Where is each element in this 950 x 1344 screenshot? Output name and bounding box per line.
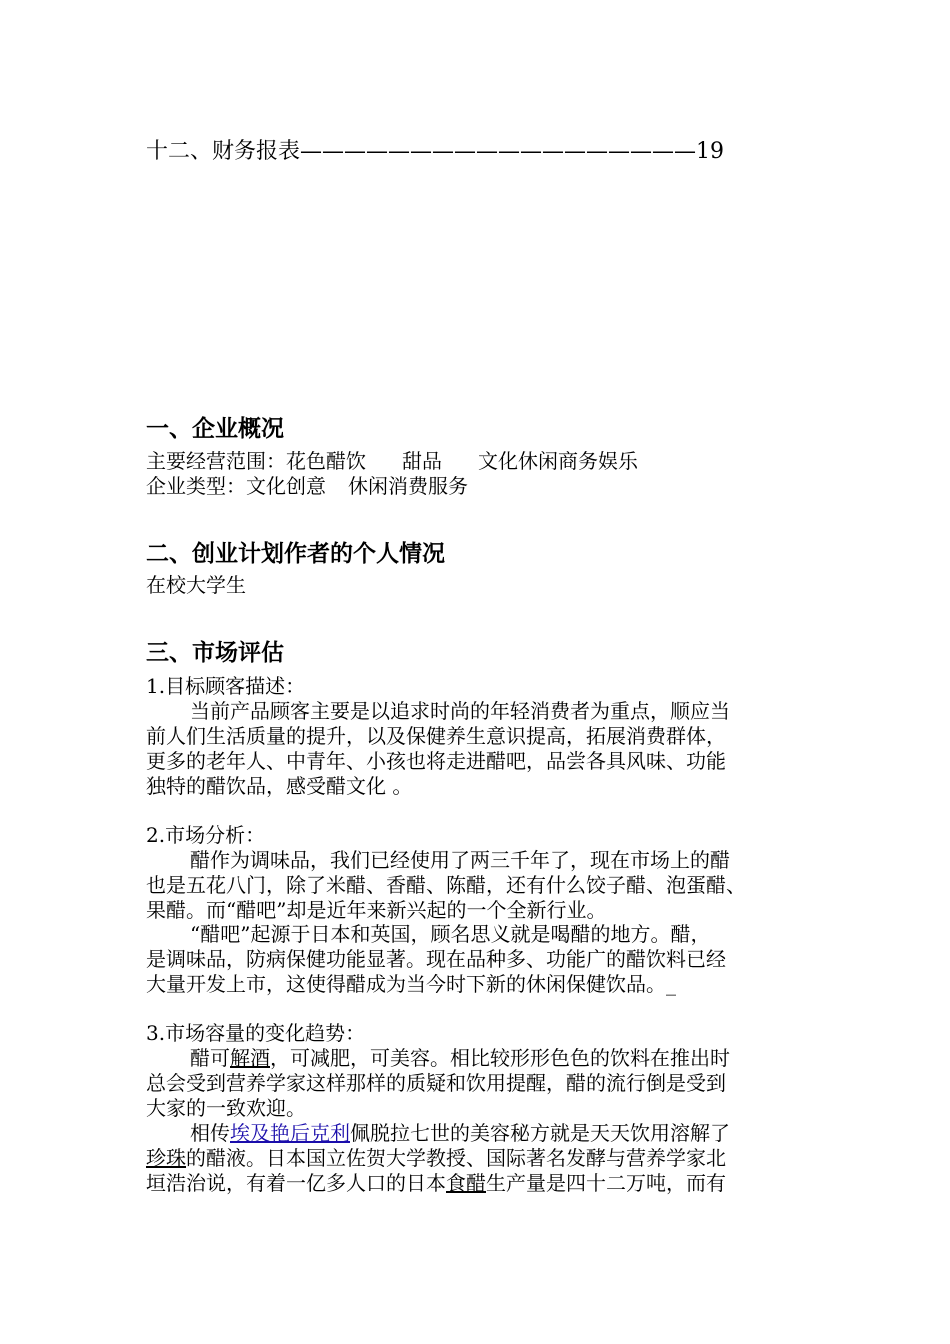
scope-item: 甜品 — [402, 449, 442, 473]
text-run: 垣浩治说，有着一亿多人口的日本 — [146, 1171, 446, 1195]
paragraph-line: 果醋。而“醋吧”却是近年来新兴起的一个全新行业。 — [146, 898, 607, 922]
link-cleopatra[interactable]: 埃及艳后克利 — [230, 1121, 350, 1145]
link-hangover[interactable]: 解酒 — [230, 1046, 270, 1070]
section-heading-market: 三、市场评估 — [146, 640, 284, 666]
paragraph-line: 也是五花八门，除了米醋、香醋、陈醋，还有什么饺子醋、泡蛋醋、 — [146, 873, 746, 897]
business-scope-line — [146, 449, 638, 474]
text-run: 佩脱拉七世的美容秘方就是天天饮用溶解了 — [350, 1121, 730, 1145]
text-run: ，可减肥，可美容。相比较形形色色的饮料在推出时 — [270, 1046, 730, 1070]
subsection-title: 2.市场分析： — [146, 823, 266, 847]
paragraph-line — [146, 1046, 730, 1071]
paragraph-line: 醋作为调味品，我们已经使用了两三千年了，现在市场上的醋 — [190, 848, 730, 872]
paragraph-line — [146, 1171, 726, 1196]
text-run: 生产量是四十二万吨，而有 — [486, 1171, 726, 1195]
text-run: 醋可 — [190, 1046, 230, 1070]
link-vinegar[interactable]: 食醋 — [446, 1171, 486, 1195]
paragraph-line: 大量开发上市，这使得醋成为当今时下新的休闲保健饮品。_ — [146, 972, 676, 996]
type-item: 休闲消费服务 — [348, 474, 468, 498]
paragraph-line: 独特的醋饮品，感受醋文化 。 — [146, 774, 413, 798]
paragraph-line: 前人们生活质量的提升，以及保健养生意识提高，拓展消费群体， — [146, 724, 726, 748]
text-run: 的醋液。日本国立佐贺大学教授、国际著名发酵与营养学家北 — [186, 1146, 726, 1170]
paragraph-line — [146, 1146, 726, 1171]
section-heading-overview: 一、企业概况 — [146, 416, 284, 442]
paragraph-line: 是调味品，防病保健功能显著。现在品种多、功能广的醋饮料已经 — [146, 947, 726, 971]
subsection-title: 3.市场容量的变化趋势： — [146, 1021, 366, 1045]
author-status: 在校大学生 — [146, 573, 246, 597]
paragraph-line: 更多的老年人、中青年、小孩也将走进醋吧，品尝各具风味、功能 — [146, 749, 726, 773]
type-item: 文化创意 — [246, 474, 326, 498]
paragraph-line — [146, 1121, 730, 1146]
paragraph-line: 总会受到营养学家这样那样的质疑和饮用提醒，醋的流行倒是受到 — [146, 1071, 726, 1095]
paragraph-line: “醋吧”起源于日本和英国，顾名思义就是喝醋的地方。醋， — [190, 922, 711, 946]
business-type-label: 企业类型： — [146, 474, 246, 498]
subsection-title: 1.目标顾客描述： — [146, 674, 306, 698]
text-run: 相传 — [190, 1121, 230, 1145]
business-scope-label: 主要经营范围： — [146, 449, 286, 473]
paragraph-line: 当前产品顾客主要是以追求时尚的年轻消费者为重点，顺应当 — [190, 699, 730, 723]
link-pearl[interactable]: 珍珠 — [146, 1146, 186, 1170]
paragraph-line: 大家的一致欢迎。 — [146, 1096, 306, 1120]
toc-entry[interactable]: 十二、财务报表——————————————————19 — [146, 139, 724, 164]
business-type-line — [146, 474, 468, 499]
scope-item: 文化休闲商务娱乐 — [478, 449, 638, 473]
section-heading-author: 二、创业计划作者的个人情况 — [146, 541, 445, 567]
scope-item: 花色醋饮 — [286, 449, 366, 473]
